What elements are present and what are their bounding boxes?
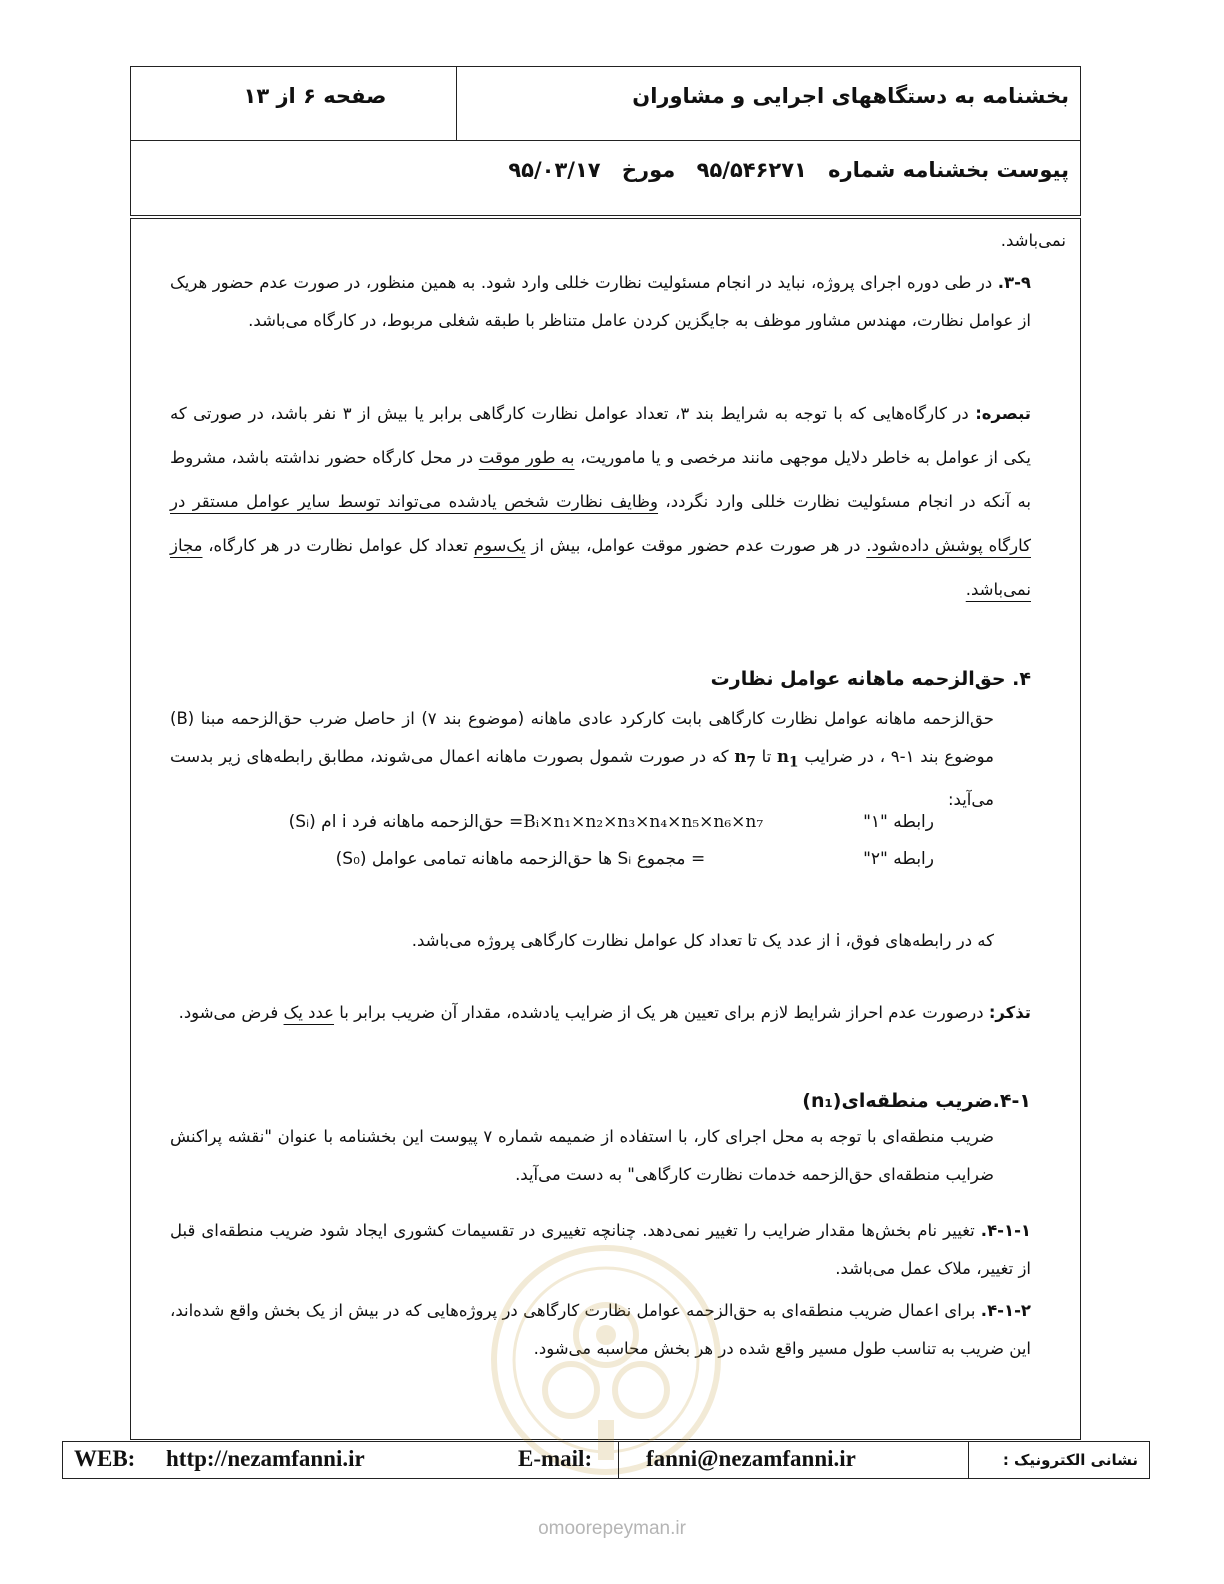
note-underline-duties: وظایف نظارت شخص یادشده می‌تواند توسط سایر عوامل مستقر در کارگاه پوشش داده‌شود.: [170, 492, 1031, 555]
header-column-divider: [456, 66, 457, 141]
formula-1-rhs: =Bᵢ×n₁×n₂×n₃×n₄×n₅×n₆×n₇: [508, 812, 764, 832]
footer-label: نشانی الکترونیک :: [1002, 1451, 1138, 1469]
clause-3-9-number: ۳-۹.: [997, 273, 1031, 292]
footer-web[interactable]: http://nezamfanni.ir: [166, 1446, 365, 1471]
coef-n1-sub: 1: [789, 754, 799, 771]
carry-over-text: نمی‌باشد.: [1000, 231, 1066, 250]
reminder-underline-one: عدد یک: [283, 1003, 335, 1022]
footer-divider-1: [968, 1441, 969, 1479]
clause-4-1-1-text: تغییر نام بخش‌ها مقدار ضرایب را تغییر نمی‌دهد. چنانچه تغییری در تقسیمات کشوری ایجاد شود ضریب منطقه‌ای قبل از تغییر، ملاک عمل می‌باشد.: [170, 1221, 1031, 1278]
reminder-label: تذکر:: [988, 1003, 1031, 1022]
reminder-text-2: فرض می‌شود.: [178, 1003, 284, 1022]
note-text-2: در محل کارگاه حضور نداشته باشد، مشروط به آنکه در انجام مسئولیت نظارت خللی وارد نگردد،: [170, 448, 1031, 511]
note-label: تبصره:: [975, 404, 1031, 423]
section-4-text-2: که در صورت شمول بصورت ماهانه اعمال می‌شوند، مطابق رابطه‌های زیر بدست می‌آید:: [170, 747, 994, 810]
reminder-text-1: درصورت عدم احراز شرایط لازم برای تعیین هر یک از ضرایب یادشده، مقدار آن ضریب برابر با: [334, 1003, 989, 1022]
coef-n7-sub: 7: [746, 754, 756, 771]
section-4-text-1: حق‌الزحمه ماهانه عوامل نظارت کارگاهی بابت کارکرد عادی ماهانه (موضوع بند ۷) از حاصل ضرب حق‌الزحمه مبنا (B) موضوع بند ۱-۹ ، در ضرایب: [170, 709, 995, 766]
section-4-text: [170, 700, 994, 819]
formula-1-lhs: حق‌الزحمه ماهانه فرد i ام (Sᵢ): [288, 812, 504, 832]
formula-2-lhs: حق‌الزحمه ماهانه تمامی عوامل (S₀): [335, 849, 593, 869]
formula-1-label: رابطه "۱": [863, 812, 934, 832]
attachment-prefix: پیوست بخشنامه شماره: [828, 158, 1069, 182]
reminder-paragraph: [170, 994, 1031, 1032]
coef-n7-base: n: [734, 747, 747, 766]
formula-2: [336, 849, 934, 869]
date-label: مورخ: [621, 158, 676, 182]
header-divider: [130, 140, 1081, 141]
clause-3-9-text: در طی دوره اجرای پروژه، نباید در انجام مسئولیت نظارت خللی وارد شود. به همین منظور، در صورت عدم حضور هریک از عوامل نظارت، مهندس مشاور موظف به جایگزین کردن عامل متناظر با طبقه شغلی مربوط، در کارگاه می‌باشد.: [170, 273, 1031, 330]
note-text-4: تعداد کل عوامل نظارت در هر کارگاه،: [202, 536, 474, 555]
section-4-1-title: ۴-۱.ضریب منطقه‌ای(n₁): [802, 1090, 1031, 1112]
footer-email-label: E-mail:: [518, 1446, 593, 1471]
coef-n7: [734, 747, 756, 771]
note-underline-one-third: یک‌سوم: [473, 536, 526, 555]
section-4-to: تا: [755, 747, 778, 766]
clause-4-1-2-number: ۴-۱-۲.: [980, 1301, 1031, 1320]
circular-date: ۹۵/۰۳/۱۷: [508, 158, 601, 182]
watermark-site: omoorepeyman.ir: [538, 1518, 686, 1539]
clause-4-1-1-number: ۴-۱-۱.: [980, 1221, 1031, 1240]
formula-note: که در رابطه‌های فوق، i از عدد یک تا تعداد کل عوامل نظارت کارگاهی پروژه می‌باشد.: [411, 931, 994, 950]
note-underline-not-allowed: مجاز نمی‌باشد.: [170, 536, 1031, 599]
formula-2-rhs: = مجموع Sᵢ ها: [597, 849, 706, 869]
circular-number: ۹۵/۵۴۶۲۷۱: [696, 158, 807, 182]
footer-divider-2: [618, 1441, 619, 1479]
attachment-line: [494, 158, 1069, 182]
note-text-3: در هر صورت عدم حضور موقت عوامل، بیش از: [525, 536, 867, 555]
note-paragraph: [170, 392, 1031, 612]
coef-n1: [777, 747, 799, 771]
formula-1: [289, 812, 934, 832]
header-title: بخشنامه به دستگاههای اجرایی و مشاوران: [632, 84, 1069, 108]
footer-web-label: WEB:: [74, 1446, 136, 1471]
clause-4-1-2-text: برای اعمال ضریب منطقه‌ای به حق‌الزحمه عوامل نظارت کارگاهی در پروژه‌هایی که در بیش از یک بخش واقع شده‌اند، این ضریب به تناسب طول مسیر واقع شده در هر بخش محاسبه می‌شود.: [170, 1301, 1031, 1358]
footer-email[interactable]: fanni@nezamfanni.ir: [646, 1446, 856, 1471]
section-4-1-text: ضریب منطقه‌ای با توجه به محل اجرای کار، با استفاده از ضمیمه شماره ۷ پیوست این بخشنامه با عنوان "نقشه پراکنش ضرایب منطقه‌ای حق‌الزحمه خدمات نظارت کارگاهی" به دست می‌آید.: [170, 1127, 995, 1184]
section-4-title: ۴. حق‌الزحمه ماهانه عوامل نظارت: [710, 668, 1031, 690]
formula-2-label: رابطه "۲": [863, 849, 934, 869]
note-underline-temporary: به طور موقت: [478, 448, 575, 467]
coef-n1-base: n: [777, 747, 790, 766]
page-number: صفحه ۶ از ۱۳: [243, 84, 387, 108]
note-text-1: در کارگاه‌هایی که با توجه به شرایط بند ۳، تعداد عوامل نظارت کارگاهی برابر یا بیش از ۳ نفر باشد، در صورتی که یکی از عوامل به خاطر دلایل موجهی مانند مرخصی و یا ماموریت،: [170, 404, 1032, 467]
clause-3-9: [170, 264, 1031, 340]
